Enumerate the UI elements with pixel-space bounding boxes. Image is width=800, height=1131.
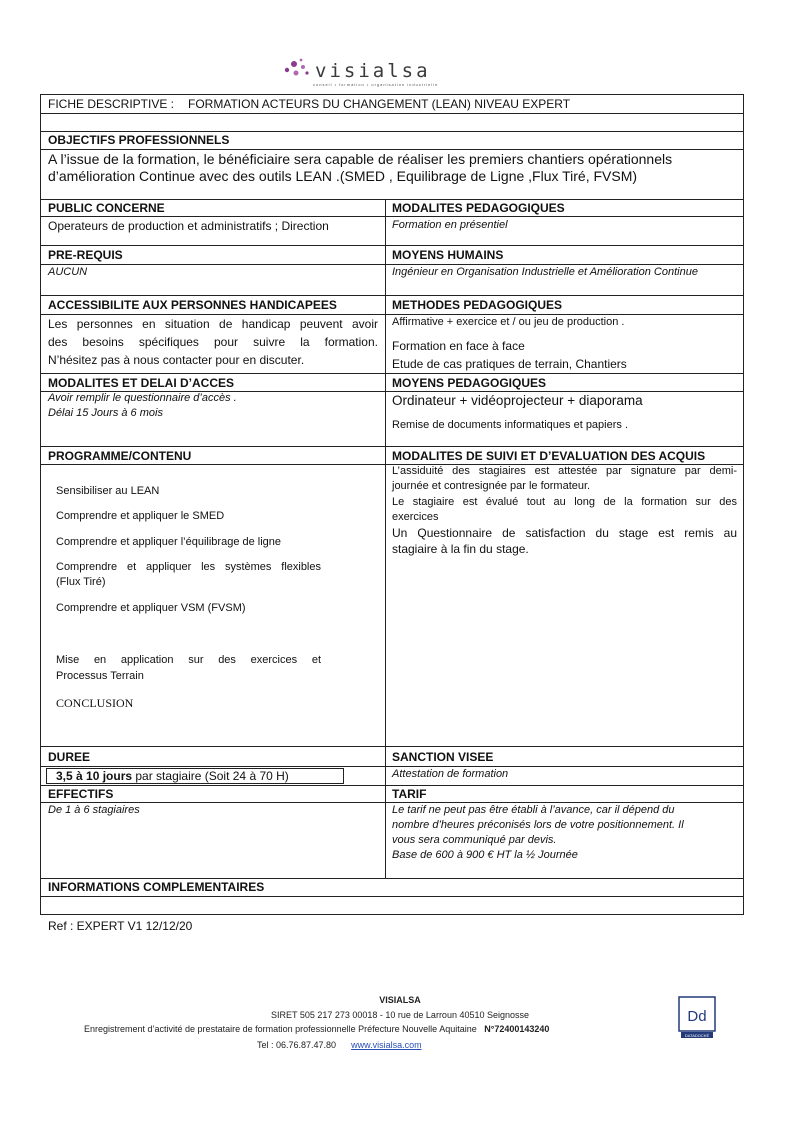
moyens-peda-line-2: Remise de documents informatiques et papiers . bbox=[392, 419, 629, 431]
footer-siret: SIRET 505 217 273 00018 - 10 rue de Larroun 40510 Seignosse bbox=[270, 1010, 530, 1020]
duree-heading: DUREE bbox=[48, 750, 91, 764]
effectifs-text: De 1 à 6 stagiaires bbox=[48, 804, 140, 816]
programme-item: Sensibiliser au LEAN bbox=[56, 485, 160, 497]
moyens-peda-heading: MOYENS PEDAGOGIQUES bbox=[392, 376, 547, 390]
suivi-line: journée et contresignée par le formateur. bbox=[392, 480, 591, 492]
objectifs-line-1: A l’issue de la formation, le bénéficiaire sera capable de réaliser les premiers chantiers opérationnels bbox=[48, 151, 673, 167]
programme-item: Mise en application sur des exercices et bbox=[56, 654, 321, 666]
duree-days: 3,5 à 10 jours bbox=[56, 769, 133, 783]
modalites-peda-text: Formation en présentiel bbox=[392, 219, 508, 231]
badge-label: DATADOCKÉ bbox=[684, 1033, 710, 1038]
suivi-line: Le stagiaire est évalué tout au long de la formation sur des bbox=[392, 496, 737, 508]
duree-hours: par stagiaire (Soit 24 à 70 H) bbox=[132, 769, 289, 783]
accessibilite-heading: ACCESSIBILITE AUX PERSONNES HANDICAPEES bbox=[48, 298, 337, 312]
tarif-heading: TARIF bbox=[392, 787, 427, 801]
acces-line-2: Délai 15 Jours à 6 mois bbox=[48, 407, 163, 419]
suivi-line: exercices bbox=[392, 511, 439, 523]
suivi-line: Un Questionnaire de satisfaction du stage est remis au bbox=[392, 526, 737, 540]
methodes-line-2: Formation en face à face bbox=[392, 339, 525, 353]
footer-registration-number: N°72400143240 bbox=[484, 1024, 550, 1034]
prerequis-text: AUCUN bbox=[48, 266, 88, 278]
prerequis-heading: PRE-REQUIS bbox=[48, 248, 123, 262]
tarif-line: vous sera communiqué par devis. bbox=[392, 834, 557, 846]
footer-website-link[interactable]: www.visialsa.com bbox=[351, 1040, 422, 1050]
acces-heading: MODALITES ET DELAI D’ACCES bbox=[48, 376, 235, 390]
methodes-line-1: Affirmative + exercice et / ou jeu de production . bbox=[392, 316, 625, 328]
footer-registration-text: Enregistrement d’activité de prestataire de formation professionnelle Préfecture Nouvelle Aquitaine bbox=[84, 1024, 477, 1034]
programme-heading: PROGRAMME/CONTENU bbox=[48, 449, 192, 463]
suivi-heading: MODALITES DE SUIVI ET D’EVALUATION DES ACQUIS bbox=[392, 449, 706, 463]
programme-item: Comprendre et appliquer l’équilibrage de ligne bbox=[56, 536, 282, 548]
public-heading: PUBLIC CONCERNE bbox=[48, 201, 165, 215]
logo-tagline: conseil • formation • organisation industrielle bbox=[313, 82, 439, 87]
objectifs-heading: OBJECTIFS PROFESSIONNELS bbox=[48, 133, 230, 147]
effectifs-heading: EFFECTIFS bbox=[48, 787, 114, 801]
tarif-line: Base de 600 à 900 € HT la ½ Journée bbox=[392, 849, 578, 861]
suivi-line: L’assiduité des stagiaires est attestée par signature par demi- bbox=[392, 465, 737, 477]
footer-company: VISIALSA bbox=[379, 995, 421, 1005]
logo-dots-icon bbox=[283, 58, 313, 80]
programme-item: (Flux Tiré) bbox=[56, 576, 106, 588]
tarif-line: Le tarif ne peut pas être établi à l’avance, car il dépend du bbox=[392, 804, 675, 816]
moyens-peda-line-1: Ordinateur + vidéoprojecteur + diaporama bbox=[392, 393, 643, 408]
footer-contact bbox=[257, 1040, 422, 1050]
programme-item: Processus Terrain bbox=[56, 670, 144, 682]
header-label: FICHE DESCRIPTIVE : bbox=[48, 97, 175, 111]
modalites-peda-heading: MODALITES PEDAGOGIQUES bbox=[392, 201, 565, 215]
visialsa-logo bbox=[283, 58, 439, 87]
document-reference: Ref : EXPERT V1 12/12/20 bbox=[48, 919, 193, 933]
footer-registration bbox=[84, 1024, 549, 1034]
programme-item: Comprendre et appliquer le SMED bbox=[56, 510, 225, 522]
sanction-text: Attestation de formation bbox=[392, 768, 509, 780]
infos-heading: INFORMATIONS COMPLEMENTAIRES bbox=[48, 880, 265, 894]
badge-letters: Dd bbox=[687, 1008, 707, 1025]
objectifs-line-2: d’amélioration Continue avec des outils LEAN .(SMED , Equilibrage de Ligne ,Flux Tiré, FVSM) bbox=[48, 168, 638, 184]
methodes-line-3: Etude de cas pratiques de terrain, Chantiers bbox=[392, 357, 627, 371]
public-text: Operateurs de production et administratifs ; Direction bbox=[48, 219, 329, 233]
header-title: FORMATION ACTEURS DU CHANGEMENT (LEAN) NIVEAU EXPERT bbox=[188, 97, 571, 111]
programme-item: Comprendre et appliquer les systèmes flexibles bbox=[56, 561, 321, 573]
methodes-heading: METHODES PEDAGOGIQUES bbox=[392, 298, 563, 312]
suivi-line: stagiaire à la fin du stage. bbox=[392, 542, 529, 556]
accessibilite-line-3: N’hésitez pas à nous contacter pour en discuter. bbox=[48, 353, 305, 367]
accessibilite-line-1: Les personnes en situation de handicap peuvent avoir bbox=[48, 317, 378, 331]
footer-phone: Tel : 06.76.87.47.80 bbox=[257, 1040, 337, 1050]
tarif-line: nombre d’heures préconisés lors de votre positionnement. Il bbox=[392, 819, 684, 831]
logo-wordmark: visialsa bbox=[315, 60, 431, 82]
moyens-humains-heading: MOYENS HUMAINS bbox=[392, 248, 504, 262]
duree-value bbox=[56, 769, 289, 783]
sanction-heading: SANCTION VISEE bbox=[392, 750, 494, 764]
accessibilite-line-2: des besoins spécifiques pour suivre la formation. bbox=[48, 335, 378, 349]
programme-conclusion: CONCLUSION bbox=[56, 696, 134, 710]
datadock-badge-icon bbox=[678, 996, 716, 1042]
programme-item: Comprendre et appliquer VSM (FVSM) bbox=[56, 602, 246, 614]
acces-line-1: Avoir remplir le questionnaire d’accès . bbox=[48, 392, 237, 404]
moyens-humains-text: Ingénieur en Organisation Industrielle et Amélioration Continue bbox=[392, 266, 698, 278]
